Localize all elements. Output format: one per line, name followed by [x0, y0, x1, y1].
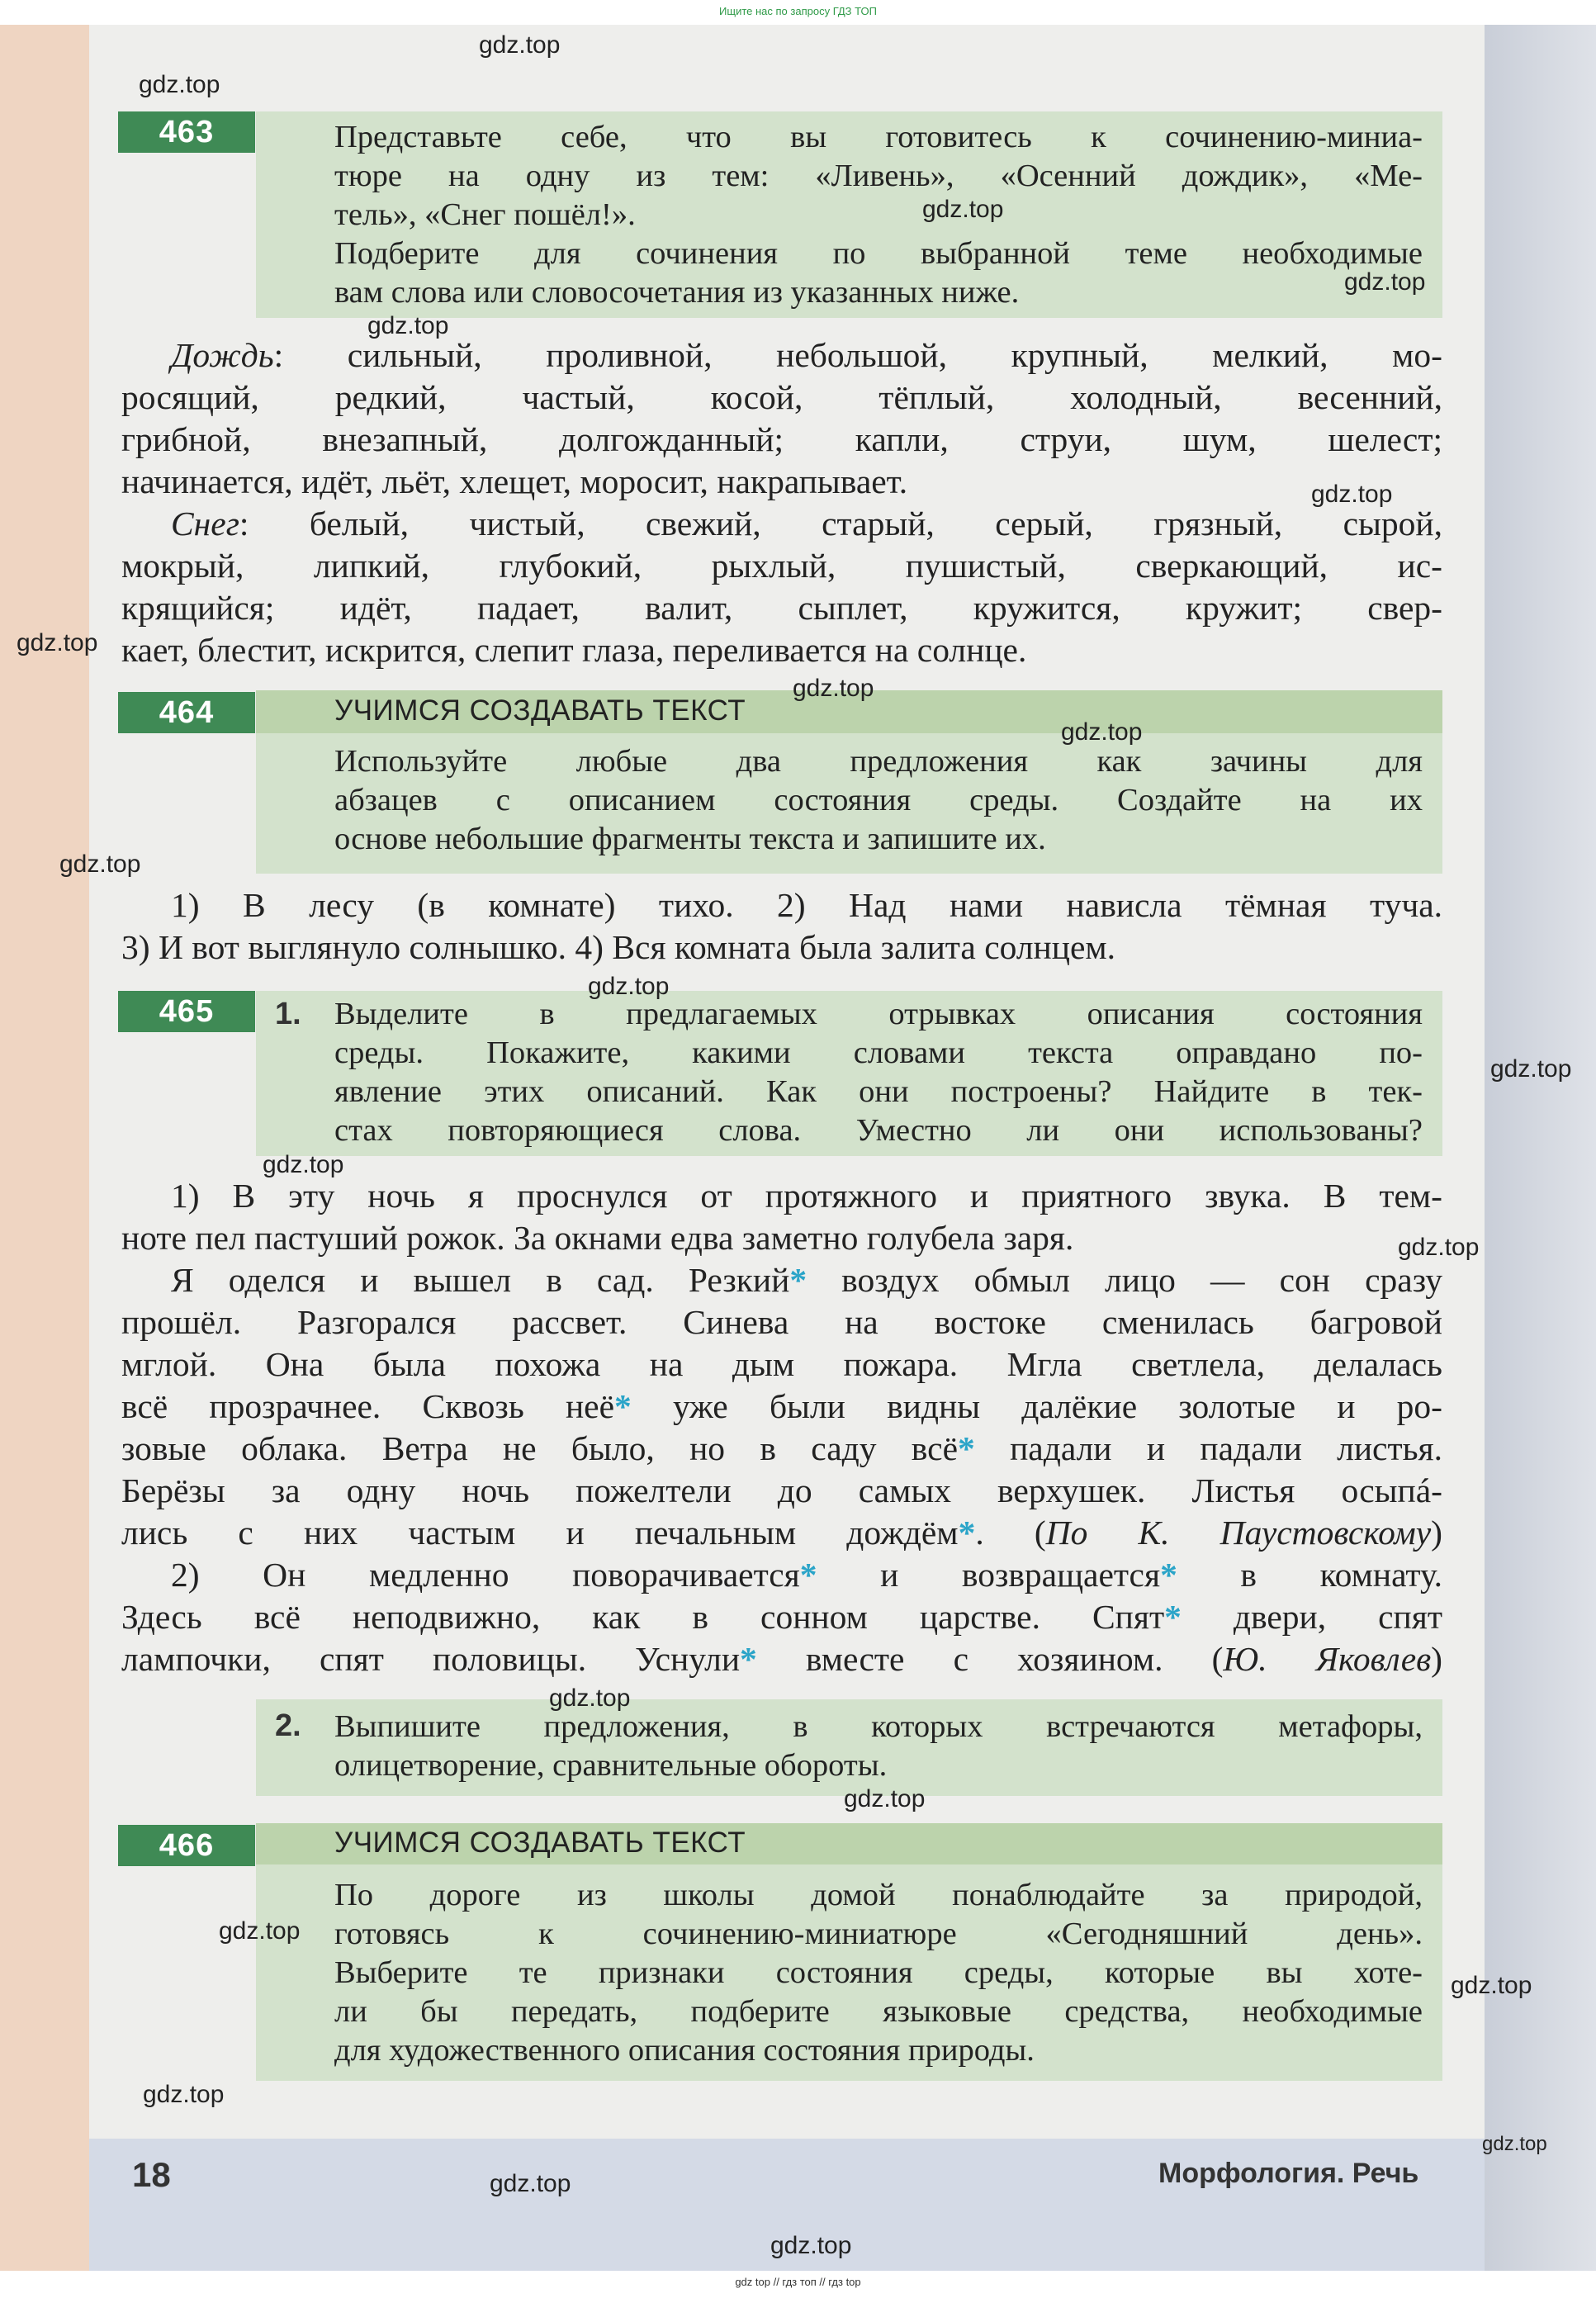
task-line: абзацев с описанием состояния среды. Создайте на их: [334, 783, 1423, 817]
exercise-463-word-lists: [121, 334, 1442, 671]
asterisk-mark: *: [799, 1556, 817, 1594]
task-line: Подберите для сочинения по выбранной теме необходимые: [334, 236, 1423, 271]
watermark: gdz.top: [59, 850, 141, 878]
task1-number: 1.: [275, 997, 301, 1031]
text-line: ноте пел пастуший рожок. За окнами едва заметно голубела заря.: [121, 1219, 1074, 1257]
exercise-465-task1: [334, 995, 1423, 1150]
text-line: Здесь всё неподвижно, как в сонном царстве. Спят* двери, спят: [121, 1598, 1442, 1636]
exercise-465-number: 465: [118, 991, 255, 1032]
task-line: тель», «Снег пошёл!».: [334, 197, 636, 232]
task-line: Выделите в предлагаемых отрывках описания состояния: [334, 997, 1423, 1031]
snow-line: крящийся; идёт, падает, валит, сыплет, кружится, кружит; свер-: [121, 589, 1442, 627]
watermark: gdz.top: [793, 675, 874, 702]
watermark: gdz.top: [479, 31, 561, 59]
task-line: стах повторяющиеся слова. Уместно ли они использованы?: [334, 1113, 1423, 1148]
text-line: 1) В эту ночь я проснулся от протяжного и приятного звука. В тем-: [171, 1177, 1442, 1215]
section-title: Морфология. Речь: [1158, 2158, 1419, 2189]
snow-label: Снег: [171, 505, 239, 543]
snow-line: кает, блестит, искрится, слепит глаза, переливается на солнце.: [121, 631, 1027, 669]
snow-line: Снег: белый, чистый, свежий, старый, серый, грязный, сырой,: [171, 505, 1442, 543]
task-line: среды. Покажите, какими словами текста оправдано по-: [334, 1035, 1423, 1070]
rain-label: Дождь: [171, 336, 274, 374]
text-line: лампочки, спят половицы. Уснули* вместе с хозяином. (Ю. Яковлев): [121, 1640, 1442, 1678]
task-line: готовясь к сочинению-миниатюре «Сегодняшний день».: [334, 1917, 1423, 1951]
exercise-466-heading: УЧИМСЯ СОЗДАВАТЬ ТЕКСТ: [334, 1827, 746, 1859]
watermark: gdz.top: [1451, 1972, 1532, 1999]
watermark: gdz.top: [17, 629, 98, 656]
task-line: вам слова или словосочетания из указанных ниже.: [334, 275, 1020, 310]
text-line: 2) Он медленно поворачивается* и возвращается* в комнату.: [171, 1556, 1442, 1594]
exercise-463-task: [334, 118, 1426, 312]
watermark: gdz.top: [1398, 1234, 1480, 1261]
task-line: По дороге из школы домой понаблюдайте за природой,: [334, 1878, 1423, 1912]
exercise-464-heading: УЧИМСЯ СОЗДАВАТЬ ТЕКСТ: [334, 694, 746, 727]
sentence-line: 1) В лесу (в комнате) тихо. 2) Над нами нависла тёмная туча.: [171, 886, 1442, 924]
exercise-464-number: 464: [118, 692, 255, 733]
exercise-465-text1: [121, 1175, 1442, 1554]
watermark: gdz.top: [219, 1917, 301, 1945]
watermark: gdz.top: [1490, 1055, 1572, 1083]
watermark: gdz.top: [490, 2170, 571, 2197]
asterisk-mark: *: [958, 1514, 976, 1552]
exercise-466-task: [334, 1876, 1423, 2070]
watermark: gdz.top: [844, 1785, 926, 1812]
exercise-464-sentences: [121, 884, 1442, 969]
watermark: gdz.top: [1344, 268, 1426, 296]
watermark: gdz.top: [263, 1151, 344, 1178]
watermark: gdz.top: [1061, 718, 1143, 746]
task-line: основе небольшие фрагменты текста и запишите их.: [334, 822, 1046, 856]
text-line: всё прозрачнее. Сквозь неё* уже были видны далёкие золотые и ро-: [121, 1387, 1442, 1425]
task-line: Используйте любые два предложения как зачины для: [334, 744, 1423, 779]
text-line: лись с них частым и печальным дождём*. (По К. Паустовскому): [121, 1514, 1442, 1552]
header-note: Ищите нас по запросу ГДЗ ТОП: [719, 5, 877, 17]
asterisk-mark: *: [614, 1387, 632, 1425]
watermark: gdz.top: [139, 71, 220, 98]
text-line: Я оделся и вышел в сад. Резкий* воздух обмыл лицо — сон сразу: [171, 1261, 1442, 1299]
task-line: Представьте себе, что вы готовитесь к сочинению-миниа-: [334, 120, 1423, 154]
rain-line: росящий, редкий, частый, косой, тёплый, холодный, весенний,: [121, 378, 1442, 416]
author-credit: По К. Паустовскому: [1045, 1514, 1432, 1552]
watermark: gdz.top: [588, 973, 670, 1000]
asterisk-mark: *: [740, 1640, 757, 1678]
task-line: Выберите те признаки состояния среды, которые вы хоте-: [334, 1955, 1423, 1990]
text-line: Берёзы за одну ночь пожелтели до самых верхушек. Листья осыпá-: [121, 1471, 1442, 1509]
text-line: зовые облака. Ветра не было, но в саду всё* падали и падали листья.: [121, 1429, 1443, 1467]
watermark: gdz.top: [922, 196, 1004, 223]
text-line: прошёл. Разгорался рассвет. Синева на востоке сменилась багровой: [121, 1303, 1442, 1341]
exercise-463-number: 463: [118, 111, 255, 153]
watermark: gdz.top: [367, 312, 449, 339]
exercise-464-task: [334, 742, 1423, 859]
rain-line: Дождь: сильный, проливной, небольшой, крупный, мелкий, мо-: [171, 336, 1442, 374]
sentence-line: 3) И вот выглянуло солнышко. 4) Вся комната была залита солнцем.: [121, 928, 1116, 966]
asterisk-mark: *: [789, 1261, 807, 1299]
exercise-466-number: 466: [118, 1825, 255, 1866]
page-number: 18: [132, 2155, 171, 2194]
watermark: gdz.top: [143, 2081, 225, 2108]
snow-line: мокрый, липкий, глубокий, рыхлый, пушистый, сверкающий, ис-: [121, 547, 1442, 585]
task-line: Выпишите предложения, в которых встречаются метафоры,: [334, 1709, 1423, 1744]
watermark: gdz.top: [1311, 481, 1393, 508]
task-line: олицетворение, сравнительные обороты.: [334, 1748, 888, 1783]
asterisk-mark: *: [1160, 1556, 1177, 1594]
page-edge-strip: [1485, 25, 1596, 2271]
task-line: тюре на одну из тем: «Ливень», «Осенний дождик», «Ме-: [334, 159, 1423, 193]
exercise-465-task2: [334, 1708, 1423, 1785]
exercise-465-text2: [121, 1554, 1442, 1680]
asterisk-mark: *: [958, 1429, 975, 1467]
author-credit: Ю. Яковлев: [1223, 1640, 1432, 1678]
text-line: мглой. Она была похожа на дым пожара. Мгла светлела, делалась: [121, 1345, 1442, 1383]
asterisk-mark: *: [1164, 1598, 1182, 1636]
footer-note: gdz top // гдз топ // гдз top: [735, 2276, 861, 2288]
rain-line: грибной, внезапный, долгожданный; капли, струи, шум, шелест;: [121, 420, 1442, 458]
task2-number: 2.: [275, 1708, 301, 1743]
rain-line: начинается, идёт, льёт, хлещет, моросит, накрапывает.: [121, 462, 908, 500]
watermark: gdz.top: [770, 2232, 852, 2259]
task-line: явление этих описаний. Как они построены? Найдите в тек-: [334, 1074, 1423, 1109]
watermark: gdz.top: [549, 1684, 631, 1712]
watermark: gdz.top: [1482, 2133, 1547, 2155]
task-line: для художественного описания состояния природы.: [334, 2033, 1035, 2068]
task-line: ли бы передать, подберите языковые средства, необходимые: [334, 1994, 1423, 2029]
